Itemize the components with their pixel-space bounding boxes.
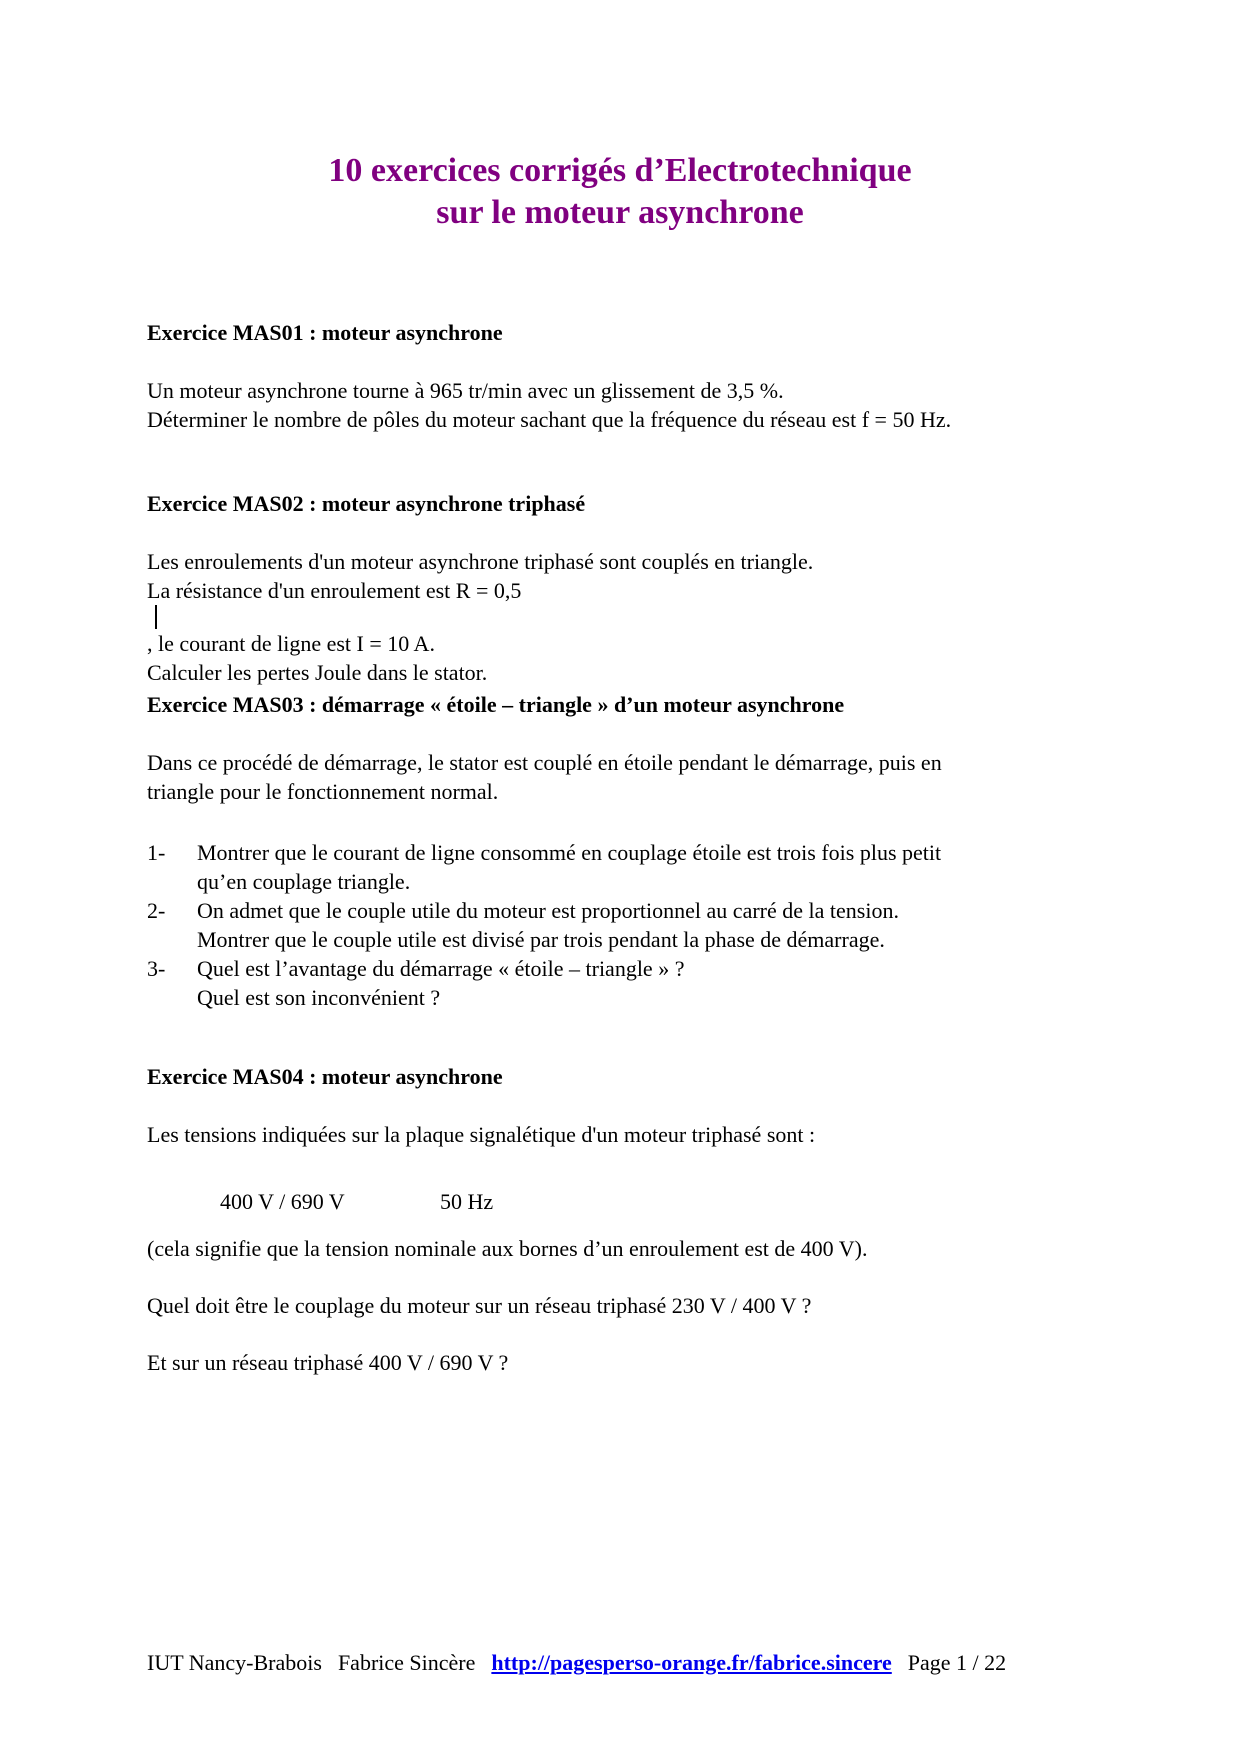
exercise-mas04-intro: Les tensions indiquées sur la plaque signalétique d'un moteur triphasé sont : xyxy=(147,1122,816,1147)
exercise-mas01-heading: Exercice MAS01 : moteur asynchrone xyxy=(147,320,503,345)
page-title-line-2: sur le moteur asynchrone xyxy=(436,194,804,231)
question-line: Quel est l’avantage du démarrage « étoile – triangle » ? xyxy=(197,956,685,981)
exercise-mas02-line-2b: , le courant de ligne est I = 10 A. xyxy=(147,631,435,656)
footer-page-number: Page 1 / 22 xyxy=(907,1650,1007,1675)
exercise-mas04-heading: Exercice MAS04 : moteur asynchrone xyxy=(147,1064,503,1089)
exercise-mas02-line-2 xyxy=(147,576,813,658)
list-item xyxy=(147,896,941,954)
exercise-mas02-line-2a: La résistance d'un enroulement est R = 0,5 xyxy=(147,578,522,603)
exercise-mas02-line-3: Calculer les pertes Joule dans le stator. xyxy=(147,660,488,685)
footer-institution: IUT Nancy-Brabois xyxy=(147,1650,322,1675)
exercise-mas01-line-2: Déterminer le nombre de pôles du moteur sachant que la fréquence du réseau est f = 50 Hz. xyxy=(147,407,952,432)
question-number: 3- xyxy=(147,956,166,981)
exercise-mas01-statement xyxy=(147,376,951,434)
exercise-mas03-questions xyxy=(147,838,941,1012)
exercise-mas03-line-1: Dans ce procédé de démarrage, le stator est couplé en étoile pendant le démarrage, puis en xyxy=(147,750,942,775)
question-line: Montrer que le couple utile est divisé par trois pendant la phase de démarrage. xyxy=(197,927,885,952)
nameplate-frequency: 50 Hz xyxy=(440,1189,494,1214)
exercise-mas02-heading: Exercice MAS02 : moteur asynchrone triphasé xyxy=(147,491,586,516)
question-line: On admet que le couple utile du moteur est proportionnel au carré de la tension. xyxy=(197,898,899,923)
footer-website-link[interactable]: http://pagesperso-orange.fr/fabrice.sincere xyxy=(491,1650,892,1675)
exercise-mas02-line-1: Les enroulements d'un moteur asynchrone triphasé sont couplés en triangle. xyxy=(147,549,814,574)
list-item xyxy=(147,838,941,896)
question-line: Quel est son inconvénient ? xyxy=(197,985,441,1010)
question-line: Montrer que le courant de ligne consommé en couplage étoile est trois fois plus petit xyxy=(197,840,942,865)
footer-author: Fabrice Sincère xyxy=(337,1650,476,1675)
exercise-mas02-statement xyxy=(147,547,813,687)
question-number: 1- xyxy=(147,840,166,865)
exercise-mas01-line-1: Un moteur asynchrone tourne à 965 tr/min avec un glissement de 3,5 %. xyxy=(147,378,784,403)
exercise-mas04-note: (cela signifie que la tension nominale aux bornes d’un enroulement est de 400 V). xyxy=(147,1236,868,1261)
exercise-mas03-heading: Exercice MAS03 : démarrage « étoile – triangle » d’un moteur asynchrone xyxy=(147,692,845,717)
list-item xyxy=(147,954,941,1012)
nameplate-voltage: 400 V / 690 V xyxy=(220,1189,345,1214)
exercise-mas04-question-1: Quel doit être le couplage du moteur sur un réseau triphasé 230 V / 400 V ? xyxy=(147,1293,812,1318)
exercise-mas03-statement xyxy=(147,748,942,806)
exercise-mas04-question-2: Et sur un réseau triphasé 400 V / 690 V ? xyxy=(147,1350,509,1375)
question-number: 2- xyxy=(147,898,166,923)
page-title xyxy=(0,150,1240,234)
exercise-mas03-line-2: triangle pour le fonctionnement normal. xyxy=(147,779,499,804)
page-footer xyxy=(147,1648,1006,1677)
page-title-line-1: 10 exercices corrigés d’Electrotechnique xyxy=(328,152,912,189)
ohm-symbol-icon xyxy=(155,605,157,629)
question-line: qu’en couplage triangle. xyxy=(197,869,411,894)
